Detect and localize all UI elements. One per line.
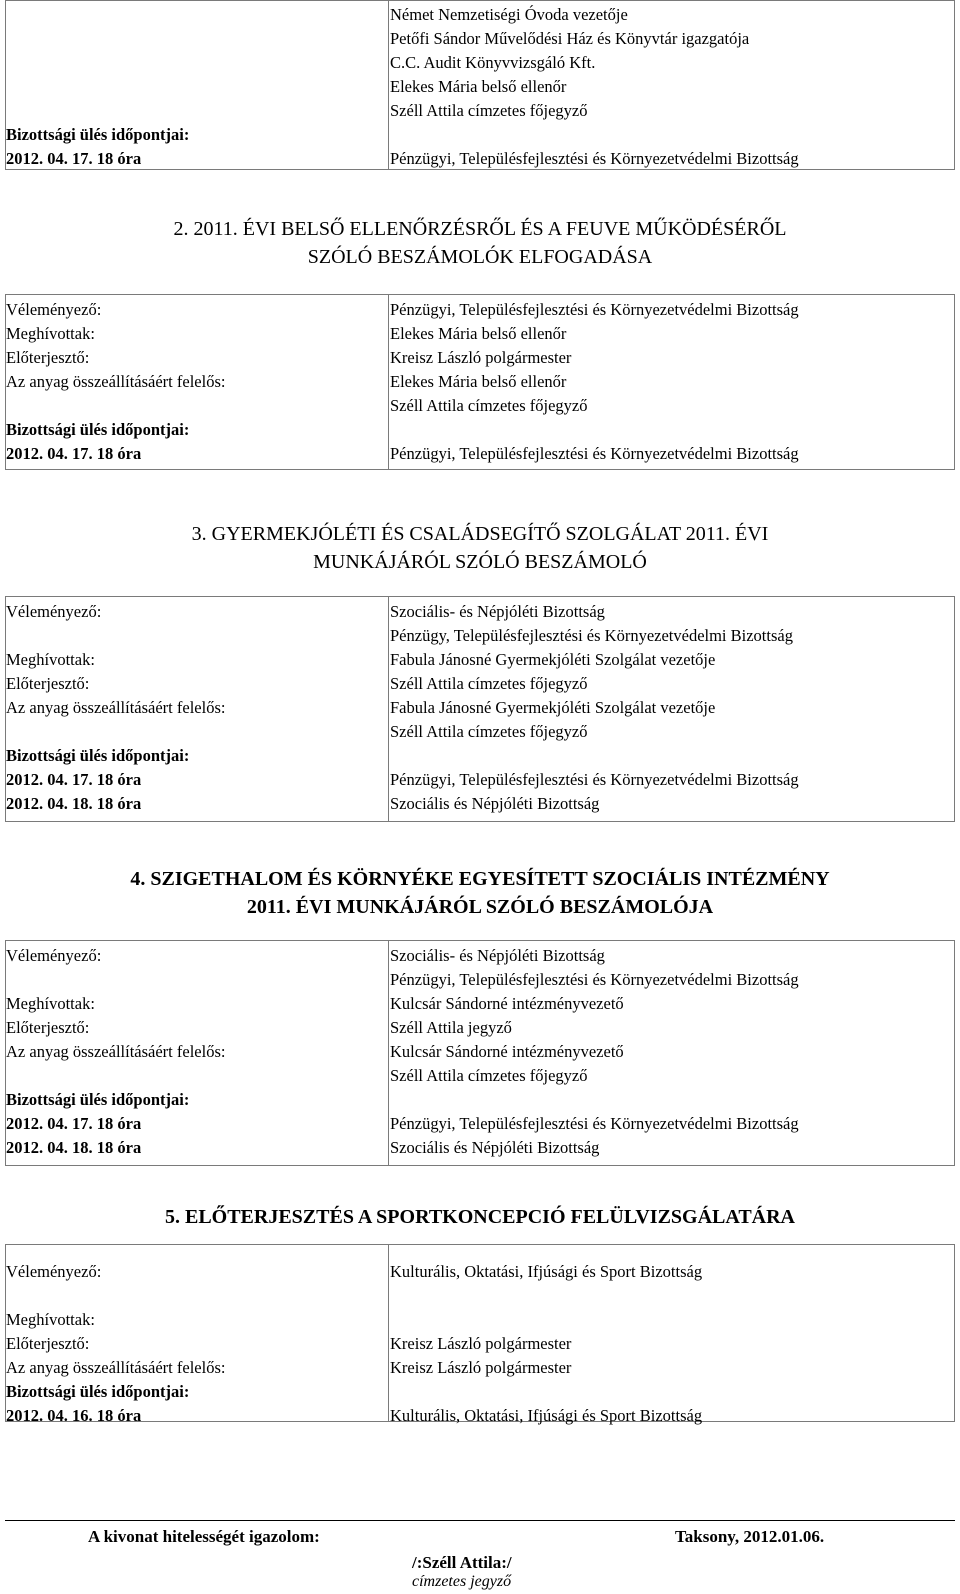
label-spacer: [6, 1284, 225, 1308]
section-5-labels: [6, 1260, 225, 1428]
section-title-line: 2. 2011. ÉVI BELSŐ ELLENŐRZÉSRŐL ÉS A FEUVE MŰKÖDÉSÉRŐL: [173, 218, 787, 240]
value-line: Kulcsár Sándorné intézményvezető: [390, 1042, 624, 1061]
value-line: Fabula Jánosné Gyermekjóléti Szolgálat vezetője: [390, 698, 716, 717]
label-reviewer: Véleményező:: [6, 602, 102, 621]
section-5-title: [0, 1203, 960, 1231]
label-invited: Meghívottak:: [6, 994, 95, 1013]
label-meeting-date: 2012. 04. 18. 18 óra: [6, 794, 142, 813]
column-divider: [388, 1245, 389, 1421]
label-spacer: [6, 720, 225, 744]
label-meeting-date: 2012. 04. 18. 18 óra: [6, 1138, 142, 1157]
value-line: Széll Attila címzetes főjegyző: [390, 674, 588, 693]
place-date: Taksony, 2012.01.06.: [675, 1527, 825, 1546]
value-line: Kulcsár Sándorné intézményvezető: [390, 994, 624, 1013]
label-meeting: Bizottsági ülés időpontjai:: [6, 1090, 190, 1109]
value-line: Elekes Mária belső ellenőr: [390, 372, 567, 391]
section-title-line: 2011. ÉVI MUNKÁJÁRÓL SZÓLÓ BESZÁMOLÓJA: [246, 896, 714, 918]
label-spacer: [6, 394, 225, 418]
label-spacer: [6, 624, 225, 648]
value-line: Pénzügy, Településfejlesztési és Környezetvédelmi Bizottság: [390, 626, 793, 645]
top-right-line: Elekes Mária belső ellenőr: [390, 77, 567, 96]
value-line: Széll Attila címzetes főjegyző: [390, 396, 588, 415]
column-divider: [388, 941, 389, 1165]
value-line: [390, 418, 799, 442]
committee-name: Pénzügyi, Településfejlesztési és Környezetvédelmi Bizottság: [390, 149, 799, 168]
label-responsible: Az anyag összeállításáért felelős:: [6, 698, 226, 717]
value-line: Széll Attila címzetes főjegyző: [390, 722, 588, 741]
section-title-line: 5. ELŐTERJESZTÉS A SPORTKONCEPCIÓ FELÜLVIZSGÁLATÁRA: [164, 1206, 796, 1228]
section-title-line: 3. GYERMEKJÓLÉTI ÉS CSALÁDSEGÍTŐ SZOLGÁLAT 2011. ÉVI: [191, 523, 769, 545]
value-line: Pénzügyi, Településfejlesztési és Környezetvédelmi Bizottság: [390, 444, 799, 463]
label-invited: Meghívottak:: [6, 650, 95, 669]
label-meeting: Bizottsági ülés időpontjai:: [6, 1382, 190, 1401]
label-meeting-date: 2012. 04. 17. 18 óra: [6, 770, 142, 789]
value-line: Fabula Jánosné Gyermekjóléti Szolgálat vezetője: [390, 650, 716, 669]
section-4-labels: [6, 944, 225, 1160]
signature: /:Széll Attila:/: [412, 1553, 512, 1572]
value-line: [390, 1308, 702, 1332]
value-line: Pénzügyi, Településfejlesztési és Környezetvédelmi Bizottság: [390, 970, 799, 989]
value-line: Széll Attila címzetes főjegyző: [390, 1066, 588, 1085]
section-2-labels: [6, 298, 225, 466]
value-line: Kulturális, Oktatási, Ifjúsági és Sport Bizottság: [390, 1262, 703, 1281]
section-4-values: [390, 944, 799, 1160]
section-5-values: [390, 1260, 702, 1428]
value-line: [390, 1380, 702, 1404]
top-right-line: Petőfi Sándor Művelődési Ház és Könyvtár igazgatója: [390, 29, 750, 48]
value-line: Pénzügyi, Településfejlesztési és Környezetvédelmi Bizottság: [390, 770, 799, 789]
value-line: Széll Attila jegyző: [390, 1018, 512, 1037]
label-invited: Meghívottak:: [6, 1310, 95, 1329]
label-reviewer: Véleményező:: [6, 946, 102, 965]
label-presenter: Előterjesztő:: [6, 1334, 90, 1353]
label-responsible: Az anyag összeállításáért felelős:: [6, 1042, 226, 1061]
label-presenter: Előterjesztő:: [6, 348, 90, 367]
section-3-title: [0, 520, 960, 576]
meeting-label: Bizottsági ülés időpontjai:: [6, 125, 190, 144]
label-presenter: Előterjesztő:: [6, 1018, 90, 1037]
value-line: Kreisz László polgármester: [390, 1334, 572, 1353]
top-right-line: Német Nemzetiségi Óvoda vezetője: [390, 5, 628, 24]
value-line: Kreisz László polgármester: [390, 348, 572, 367]
value-line: [390, 744, 799, 768]
label-meeting-date: 2012. 04. 17. 18 óra: [6, 444, 142, 463]
value-line: Szociális- és Népjóléti Bizottság: [390, 602, 605, 621]
value-line: Szociális és Népjóléti Bizottság: [390, 794, 600, 813]
top-block-right: [390, 3, 749, 123]
section-4-title: [0, 865, 960, 921]
section-2-title: [0, 215, 960, 271]
label-meeting-date: 2012. 04. 16. 18 óra: [6, 1406, 142, 1425]
value-line: [390, 1088, 799, 1112]
label-reviewer: Véleményező:: [6, 300, 102, 319]
value-line: Szociális- és Népjóléti Bizottság: [390, 946, 605, 965]
section-title-line: SZÓLÓ BESZÁMOLÓK ELFOGADÁSA: [307, 246, 653, 268]
value-line: Elekes Mária belső ellenőr: [390, 324, 567, 343]
top-right-line: Széll Attila címzetes főjegyző: [390, 101, 588, 120]
label-presenter: Előterjesztő:: [6, 674, 90, 693]
label-invited: Meghívottak:: [6, 324, 95, 343]
value-line: Kulturális, Oktatási, Ifjúsági és Sport Bizottság: [390, 1406, 703, 1425]
column-divider: [388, 597, 389, 821]
section-3-values: [390, 600, 799, 816]
value-line: [390, 1284, 702, 1308]
top-right-line: C.C. Audit Könyvvizsgáló Kft.: [390, 53, 596, 72]
label-reviewer: Véleményező:: [6, 1262, 102, 1281]
label-responsible: Az anyag összeállításáért felelős:: [6, 1358, 226, 1377]
section-2-values: [390, 298, 799, 466]
footer-divider: [5, 1520, 955, 1521]
label-meeting: Bizottsági ülés időpontjai:: [6, 746, 190, 765]
label-responsible: Az anyag összeállításáért felelős:: [6, 372, 226, 391]
top-block-left: [6, 123, 189, 171]
value-line: Pénzügyi, Településfejlesztési és Környezetvédelmi Bizottság: [390, 300, 799, 319]
section-title-line: MUNKÁJÁRÓL SZÓLÓ BESZÁMOLÓ: [313, 551, 647, 573]
section-title-line: 4. SZIGETHALOM ÉS KÖRNYÉKE EGYESÍTETT SZOCIÁLIS INTÉZMÉNY: [130, 868, 830, 890]
label-spacer: [6, 968, 225, 992]
value-line: Szociális és Népjóléti Bizottság: [390, 1138, 600, 1157]
column-divider: [388, 1, 389, 169]
meeting-date: 2012. 04. 17. 18 óra: [6, 149, 142, 168]
column-divider: [388, 295, 389, 469]
certify-text: A kivonat hitelességét igazolom:: [88, 1527, 320, 1546]
label-meeting: Bizottsági ülés időpontjai:: [6, 420, 190, 439]
label-spacer: [6, 1064, 225, 1088]
label-meeting-date: 2012. 04. 17. 18 óra: [6, 1114, 142, 1133]
section-3-labels: [6, 600, 225, 816]
top-block-committee: [390, 147, 799, 171]
value-line: Pénzügyi, Településfejlesztési és Környezetvédelmi Bizottság: [390, 1114, 799, 1133]
value-line: Kreisz László polgármester: [390, 1358, 572, 1377]
signer-title: címzetes jegyző: [412, 1573, 512, 1590]
